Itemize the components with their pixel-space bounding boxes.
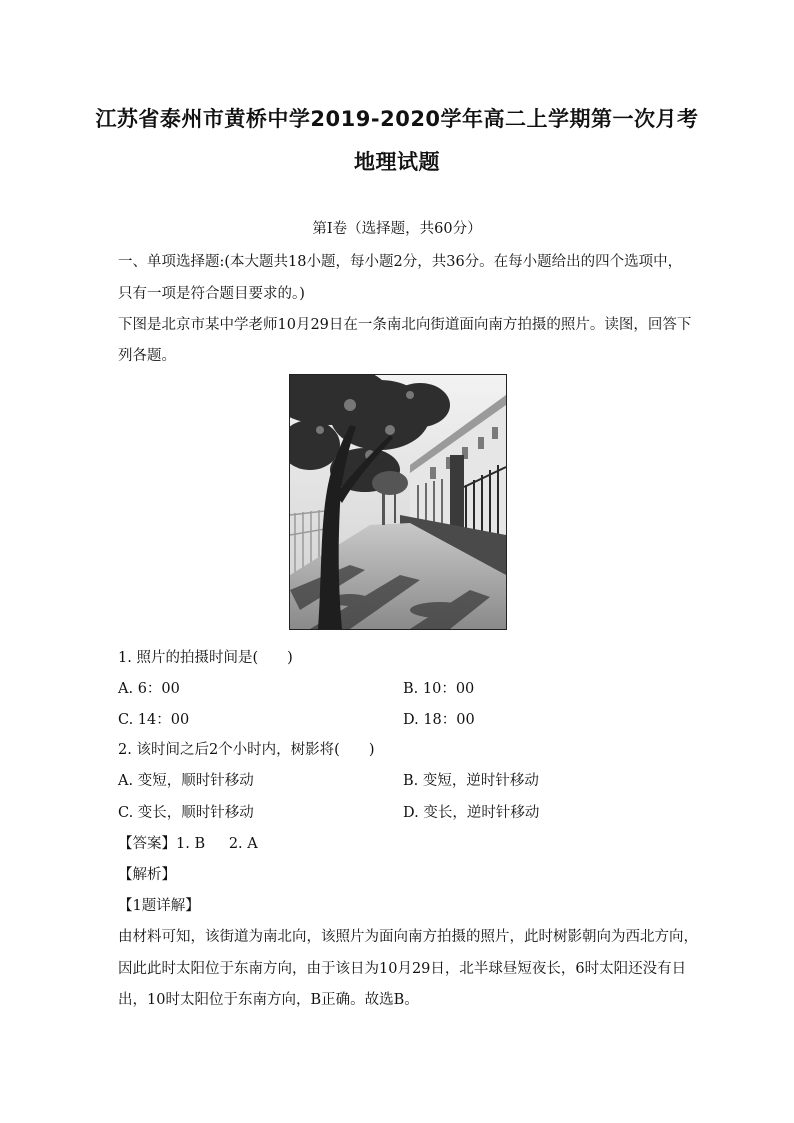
detail-line-3: 出，10时太阳位于东南方向，B正确。故选B。 [118, 992, 419, 1008]
q1-option-a: A. 6：00 [118, 681, 180, 697]
question-2: 2. 该时间之后2个小时内，树影将( ) [118, 742, 375, 758]
document-title: 江苏省泰州市黄桥中学2019-2020学年高二上学期第一次月考 [95, 107, 699, 131]
stem-line-2: 列各题。 [118, 348, 176, 364]
document-subtitle: 地理试题 [354, 150, 440, 174]
q1-option-c: C. 14：00 [118, 712, 190, 728]
street-photo [289, 374, 507, 630]
detail-label: 【1题详解】 [118, 898, 200, 914]
q2-option-b: B. 变短，逆时针移动 [403, 773, 539, 789]
detail-line-2: 因此此时太阳位于东南方向，由于该日为10月29日，北半球昼短夜长，6时太阳还没有日 [118, 961, 687, 977]
instructions-line-1: 一、单项选择题:(本大题共18小题，每小题2分，共36分。在每小题给出的四个选项中， [118, 254, 683, 270]
detail-line-1: 由材料可知，该街道为南北向，该照片为面向南方拍摄的照片，此时树影朝向为西北方向， [118, 929, 698, 945]
analysis-label: 【解析】 [118, 867, 176, 883]
q1-option-b: B. 10：00 [403, 681, 475, 697]
q2-option-a: A. 变短，顺时针移动 [118, 773, 254, 789]
q1-option-d: D. 18：00 [403, 712, 475, 728]
section-header: 第Ⅰ卷（选择题，共60分） [312, 221, 482, 237]
instructions-line-2: 只有一项是符合题目要求的。) [118, 286, 305, 302]
answer-line: 【答案】1. B 2. A [118, 836, 258, 852]
q2-option-d: D. 变长，逆时针移动 [403, 805, 540, 821]
stem-line-1: 下图是北京市某中学老师10月29日在一条南北向街道面向南方拍摄的照片。读图，回答下 [118, 317, 692, 333]
question-1: 1. 照片的拍摄时间是( ) [118, 650, 293, 666]
q2-option-c: C. 变长，顺时针移动 [118, 805, 254, 821]
